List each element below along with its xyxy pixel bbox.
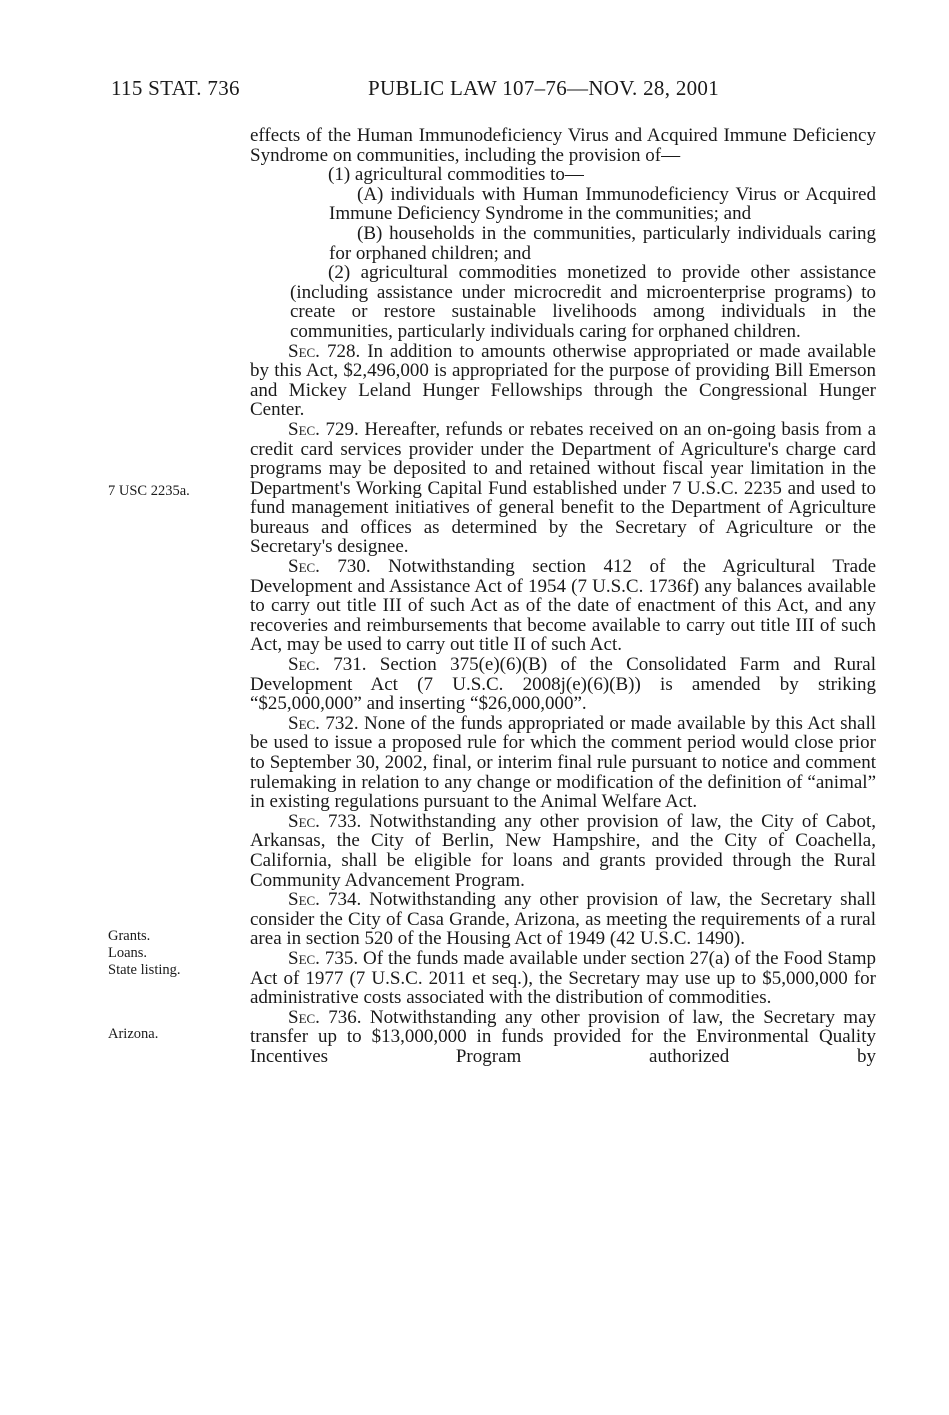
intro-paragraph: effects of the Human Immunodeficiency Virus and Acquired Immune Deficiency Syndrome on communities, including the provision of— [250,125,876,166]
section-730 [250,557,876,655]
sec-731-number: 731. [319,654,367,676]
sec-736-number: 736. [319,1006,362,1028]
margin-note-usc: 7 USC 2235a. [108,483,190,499]
margin-note-loans: Loans. [108,945,148,961]
sec-label: Sec. [288,556,320,578]
margin-note-arizona: Arizona. [108,1026,159,1042]
section-728 [250,342,876,420]
sec-734-text: Notwithstanding any other provision of law, the Secretary shall consider the City of Casa Grande, Arizona, as meeting the requirements of a rural area in section 520 of the Housing Act of 1949 (42 U.S.C. 1490). [250,889,876,950]
running-header: PUBLIC LAW 107–76—NOV. 28, 2001 [368,76,720,100]
sec-label: Sec. [288,712,320,734]
margin-note-grants: Grants. [108,928,151,944]
sec-label: Sec. [288,889,320,911]
sec-730-text: Notwithstanding section 412 of the Agricultural Trade Development and Assistance Act of 1954 (7 U.S.C. 1736f) any balances available to carry out title III of such Act as of the date of enactment of this Act, and any recoveries and reimbursements that become available to carry out title III of such Act, may be used to carry out title II of such Act. [250,556,876,656]
page-stat-citation: 115 STAT. 736 [111,76,240,100]
sec-label: Sec. [288,810,320,832]
item-1a: (A) individuals with Human Immunodeficiency Virus or Acquired Immune Deficiency Syndrome in the communities; and [329,183,876,225]
sec-729-number: 729. [319,418,359,440]
section-735 [250,949,876,1008]
sec-733-number: 733. [319,810,362,832]
sec-732-text: None of the funds appropriated or made available by this Act shall be used to issue a proposed rule for which the comment period would close prior to September 30, 2002, final, or interim final rule pursuant to notice and comment rulemaking in relation to any change or modification of the definition of “animal” in existing regulations pursuant to the Animal Welfare Act. [250,712,876,813]
section-733 [250,812,876,890]
sec-label: Sec. [288,340,320,362]
section-732 [250,714,876,812]
item-1b: (B) households in the communities, particularly individuals caring for orphaned children; and [329,222,876,264]
sec-735-number: 735. [319,947,359,969]
sec-label: Sec. [288,418,320,440]
sec-734-number: 734. [319,889,362,911]
section-729 [250,420,876,557]
sec-728-text: In addition to amounts otherwise appropriated or made available by this Act, $2,496,000 is appropriated for the purpose of providing Bill Emerson and Mickey Leland Hunger Fellowships through the Congressional Hunger Center. [250,340,876,421]
sec-728-number: 728. [319,340,361,362]
body-text [250,126,876,1067]
sec-732-number: 732. [319,712,359,734]
section-731 [250,655,876,714]
sec-label: Sec. [288,947,320,969]
margin-note-state-listing: State listing. [108,962,181,978]
sec-label: Sec. [288,1006,320,1028]
item-2: (2) agricultural commodities monetized to provide other assistance (including assistance under microcredit and microenterprise programs) to create or restore sustainable livelihoods among individuals in the communities, particularly individuals caring for orphaned children. [290,262,876,342]
sec-735-text: Of the funds made available under section 27(a) of the Food Stamp Act of 1977 (7 U.S.C. 2011 et seq.), the Secretary may use up to $5,000,000 for administrative costs associated with the distribution of commodities. [250,947,876,1009]
sec-730-number: 730. [319,556,371,578]
item-1: (1) agricultural commodities to— [328,164,584,186]
sec-729-text: Hereafter, refunds or rebates received on an on-going basis from a credit card services provider under the Department of Agriculture's charge card programs may be deposited to and retained without fiscal year limitation in the Department's Working Capital Fund established under 7 U.S.C. 2235 and used to fund management initiatives of general benefit to the Department of Agriculture bureaus and offices as determined by the Secretary of Agriculture or the Secretary's designee. [250,418,876,558]
sec-label: Sec. [288,654,320,676]
sec-733-text: Notwithstanding any other provision of law, the City of Cabot, Arkansas, the City of Berlin, New Hampshire, and the City of Coachella, California, shall be eligible for loans and grants provided through the Rural Community Advancement Program. [250,810,876,891]
section-736 [250,1008,876,1067]
sec-731-text: Section 375(e)(6)(B) of the Consolidated Farm and Rural Development Act (7 U.S.C. 2008j(e)(6)(B)) is amended by striking “$25,000,000” and inserting “$26,000,000”. [250,654,877,715]
section-734 [250,890,876,949]
sec-736-text: Notwithstanding any other provision of law, the Secretary may transfer up to $13,000,000 in funds provided for the Environmental Quality Incentives Program authorized by [250,1006,877,1067]
